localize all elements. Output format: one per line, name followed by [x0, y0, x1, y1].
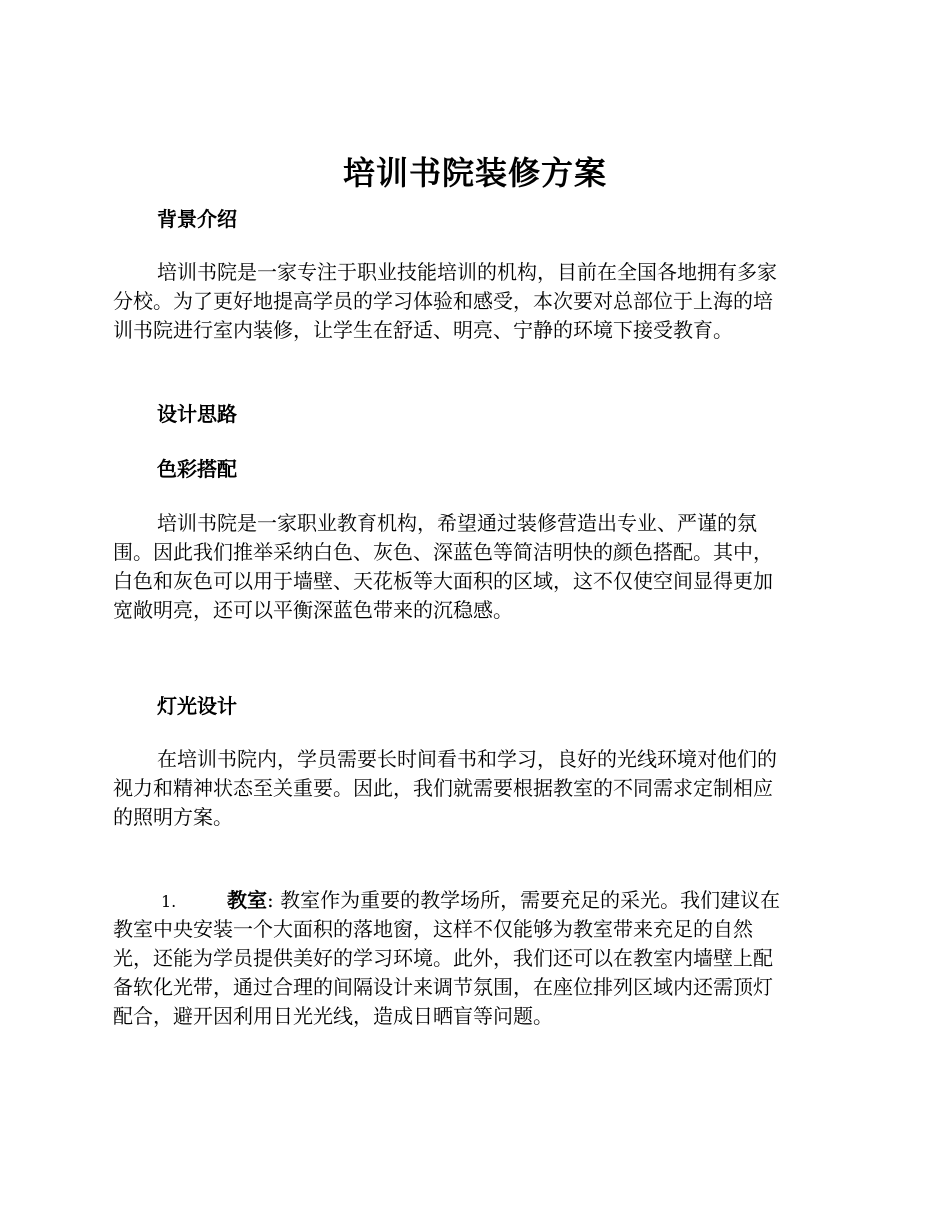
list-item-first-line [113, 886, 833, 915]
list-item [113, 886, 833, 1031]
paragraph-background [113, 258, 833, 345]
paragraph-line: 宽敞明亮，还可以平衡深蓝色带来的沉稳感。 [113, 598, 513, 622]
heading-color: 色彩搭配 [157, 457, 237, 481]
paragraph-line: 在培训书院内，学员需要长时间看书和学习，良好的光线环境对他们的 [157, 747, 777, 771]
paragraph-line: 光，还能为学员提供美好的学习环境。此外，我们还可以在教室内墙壁上配 [113, 946, 773, 970]
paragraph-line: 白色和灰色可以用于墙壁、天花板等大面积的区域，这不仅使空间显得更加 [113, 569, 773, 593]
heading-lighting: 灯光设计 [157, 694, 237, 718]
paragraph-line: 备软化光带，通过合理的间隔设计来调节氛围，在座位排列区域内还需顶灯 [113, 975, 773, 999]
paragraph-line: 培训书院是一家职业教育机构，希望通过装修营造出专业、严谨的氛 [157, 511, 757, 535]
heading-design: 设计思路 [157, 402, 237, 426]
paragraph-line: 配合，避开因利用日光光线，造成日晒盲等问题。 [113, 1004, 553, 1028]
paragraph-line: 教室中央安装一个大面积的落地窗，这样不仅能够为教室带来充足的自然 [113, 917, 753, 941]
paragraph-line: 培训书院是一家专注于职业技能培训的机构，目前在全国各地拥有多家 [157, 260, 777, 284]
paragraph-color [113, 509, 833, 625]
heading-background: 背景介绍 [157, 207, 237, 231]
paragraph-line: 的照明方案。 [113, 805, 233, 829]
list-item-text: : 教室作为重要的教学场所，需要充足的采光。我们建议在 [267, 888, 781, 912]
paragraph-line: 围。因此我们推举采纳白色、灰色、深蓝色等简洁明快的颜色搭配。其中， [113, 540, 773, 564]
list-term: 教室 [227, 888, 267, 912]
document-title: 培训书院装修方案 [342, 154, 607, 192]
paragraph-line: 分校。为了更好地提高学员的学习体验和感受，本次要对总部位于上海的培 [113, 289, 773, 313]
paragraph-line: 训书院进行室内装修，让学生在舒适、明亮、宁静的环境下接受教育。 [113, 318, 733, 342]
list-number: 1. [161, 892, 177, 911]
paragraph-line: 视力和精神状态至关重要。因此，我们就需要根据教室的不同需求定制相应 [113, 776, 773, 800]
paragraph-lighting [113, 745, 833, 832]
